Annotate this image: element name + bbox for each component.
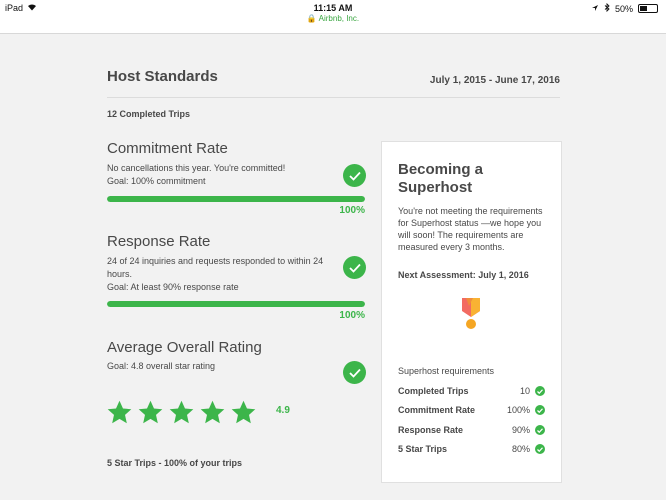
star-icon (168, 399, 195, 426)
requirement-row (398, 404, 545, 418)
commitment-title: Commitment Rate (107, 140, 228, 157)
requirement-row (398, 443, 545, 457)
commitment-goal: Goal: 100% commitment (107, 176, 206, 186)
requirement-label: Response Rate (398, 425, 464, 435)
requirement-value: 90% (511, 425, 530, 435)
superhost-description: You're not meeting the requirements for Superhost status —we hope you will soon! The requirements are measured every 3 months. (398, 206, 543, 252)
response-text-cont: hours. (107, 269, 133, 279)
lock-icon: 🔒 (306, 14, 317, 23)
response-percent: 100% (339, 310, 365, 321)
response-progress-bar (107, 301, 365, 307)
battery-level (640, 6, 647, 11)
status-time: 11:15 AM (313, 3, 353, 13)
header-divider (107, 97, 560, 98)
check-icon (535, 405, 545, 415)
completed-trips: 12 Completed Trips (107, 109, 191, 119)
superhost-badge-icon (461, 297, 481, 336)
star-icon (137, 399, 164, 426)
requirement-label: Commitment Rate (398, 405, 476, 415)
battery-icon (638, 4, 658, 13)
superhost-card (381, 141, 562, 483)
response-check-icon (343, 256, 366, 279)
requirement-value: 10 (519, 386, 530, 396)
requirement-row (398, 385, 545, 399)
rating-goal: Goal: 4.8 overall star rating (107, 361, 216, 371)
rating-check-icon (343, 361, 366, 384)
commitment-check-icon (343, 164, 366, 187)
requirement-value: 100% (506, 405, 530, 415)
bluetooth-icon (604, 3, 610, 14)
check-icon (535, 386, 545, 396)
url-text: Airbnb, Inc. (318, 14, 360, 23)
status-bar (0, 0, 666, 34)
requirement-label: Completed Trips (398, 386, 469, 396)
location-icon (591, 4, 599, 14)
check-icon (535, 425, 545, 435)
check-icon (535, 444, 545, 454)
date-range: July 1, 2015 - June 17, 2016 (429, 75, 560, 86)
requirement-value: 80% (511, 444, 530, 454)
next-assessment: Next Assessment: July 1, 2016 (398, 270, 529, 280)
star-rating (106, 399, 257, 426)
response-title: Response Rate (107, 233, 211, 250)
rating-value: 4.9 (276, 405, 290, 416)
commitment-progress-bar (107, 196, 365, 202)
star-icon (230, 399, 257, 426)
commitment-percent: 100% (339, 205, 365, 216)
status-right (591, 3, 658, 14)
requirement-row (398, 424, 545, 438)
rating-title: Average Overall Rating (107, 339, 262, 356)
requirement-label: 5 Star Trips (398, 444, 448, 454)
battery-percent: 50% (614, 3, 633, 14)
superhost-title: Becoming a Superhost (398, 161, 484, 196)
response-goal: Goal: At least 90% response rate (107, 282, 239, 292)
five-star-trips: 5 Star Trips - 100% of your trips (107, 458, 243, 468)
requirements-title: Superhost requirements (398, 366, 495, 376)
device-label: iPad (5, 3, 24, 13)
star-icon (199, 399, 226, 426)
star-icon (106, 399, 133, 426)
commitment-text: No cancellations this year. You're committed! (107, 163, 286, 173)
response-text: 24 of 24 inquiries and requests responded to within 24 (107, 256, 324, 266)
page-title: Host Standards (107, 68, 218, 85)
url-bar[interactable] (0, 14, 666, 23)
commitment-progress-fill (107, 196, 365, 202)
response-progress-fill (107, 301, 365, 307)
